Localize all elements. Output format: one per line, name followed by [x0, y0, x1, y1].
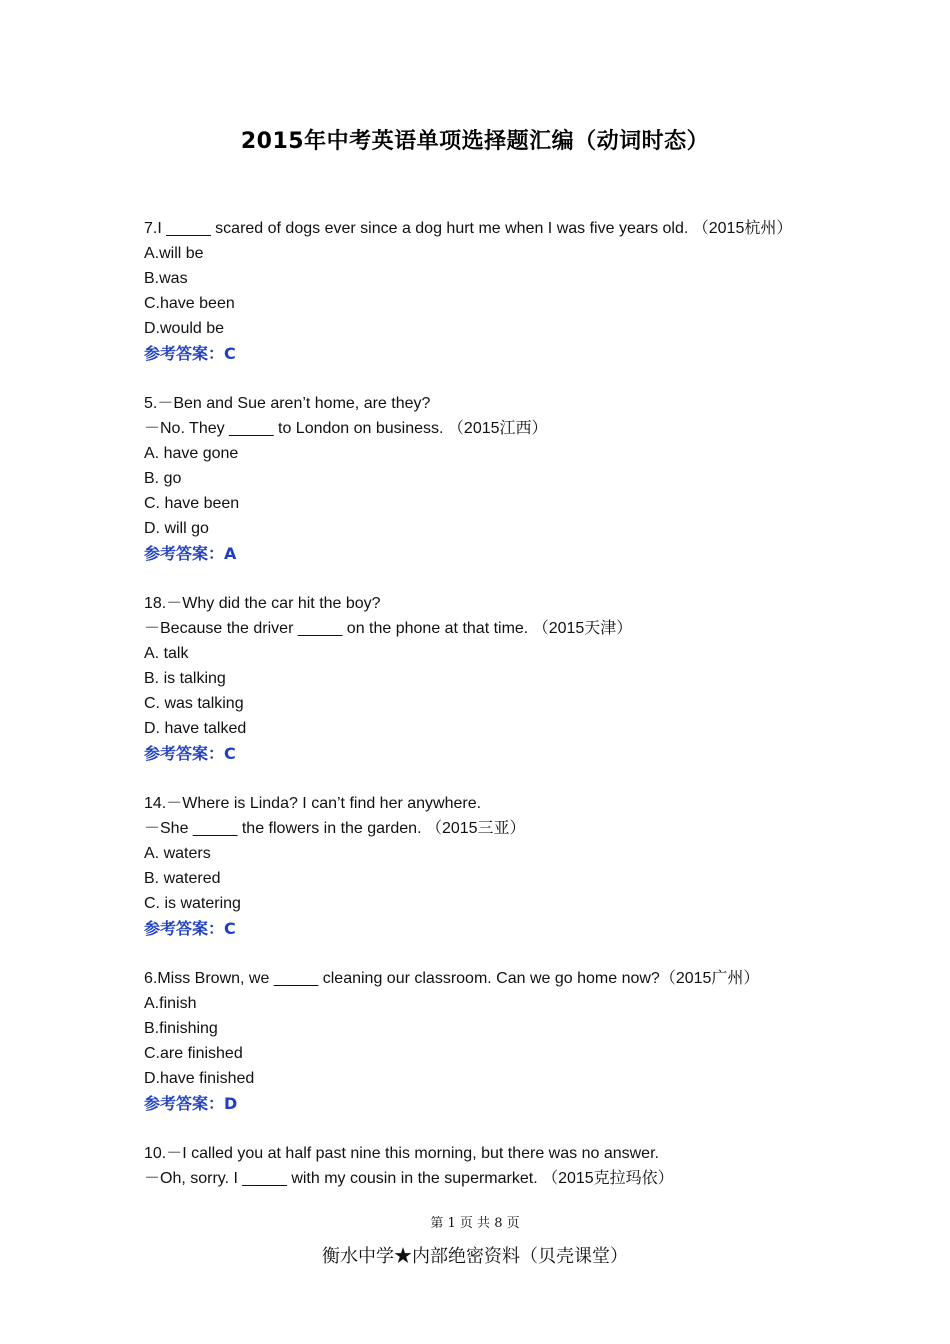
option-b: B. go: [144, 470, 182, 487]
option-d: D. will go: [144, 520, 209, 537]
question-list: [144, 216, 814, 1191]
option-b: B. is talking: [144, 670, 226, 687]
option-c: C. have been: [144, 495, 240, 512]
option-a: A. have gone: [144, 445, 239, 462]
question-stem: 5.－Ben and Sue aren’t home, are they?: [144, 395, 431, 412]
question-stem-reply: －She _____ the flowers in the garden. （2015三亚）: [144, 820, 526, 837]
question-stem-reply: －No. They _____ to London on business. （2015江西）: [144, 420, 548, 437]
reference-answer: 参考答案：C: [144, 344, 236, 363]
question-block: [144, 216, 814, 366]
option-c: C. is watering: [144, 895, 241, 912]
question-block: [144, 791, 814, 941]
option-c: C.are finished: [144, 1045, 243, 1062]
option-a: A. waters: [144, 845, 211, 862]
question-stem: 18.－Why did the car hit the boy?: [144, 595, 381, 612]
option-b: B. watered: [144, 870, 221, 887]
option-c: C.have been: [144, 295, 235, 312]
option-d: D.have finished: [144, 1070, 255, 1087]
option-a: A. talk: [144, 645, 189, 662]
question-stem: 14.－Where is Linda? I can’t find her anywhere.: [144, 795, 482, 812]
question-stem: 7.I _____ scared of dogs ever since a dog hurt me when I was five years old. （2015杭州）: [144, 220, 793, 237]
question-stem-reply: －Oh, sorry. I _____ with my cousin in the supermarket. （2015克拉玛依）: [144, 1170, 674, 1187]
question-stem-reply: －Because the driver _____ on the phone at that time. （2015天津）: [144, 620, 633, 637]
question-block: [144, 1141, 814, 1191]
option-b: B.finishing: [144, 1020, 218, 1037]
question-block: [144, 966, 814, 1116]
option-d: D. have talked: [144, 720, 247, 737]
question-stem: 6.Miss Brown, we _____ cleaning our classroom. Can we go home now?（2015广州）: [144, 970, 760, 987]
page-number: 第 1 页 共 8 页: [430, 1216, 520, 1231]
reference-answer: 参考答案：D: [144, 1094, 238, 1113]
question-block: [144, 391, 814, 566]
reference-answer: 参考答案：C: [144, 744, 236, 763]
question-block: [144, 591, 814, 766]
option-c: C. was talking: [144, 695, 244, 712]
question-stem: 10.－I called you at half past nine this morning, but there was no answer.: [144, 1145, 659, 1162]
footer-note: 衡水中学★内部绝密资料（贝壳课堂）: [322, 1246, 628, 1267]
option-a: A.finish: [144, 995, 197, 1012]
option-b: B.was: [144, 270, 188, 287]
page-title: 2015年中考英语单项选择题汇编（动词时态）: [240, 129, 710, 154]
reference-answer: 参考答案：A: [144, 544, 237, 563]
reference-answer: 参考答案：C: [144, 919, 236, 938]
option-d: D.would be: [144, 320, 225, 337]
option-a: A.will be: [144, 245, 204, 262]
